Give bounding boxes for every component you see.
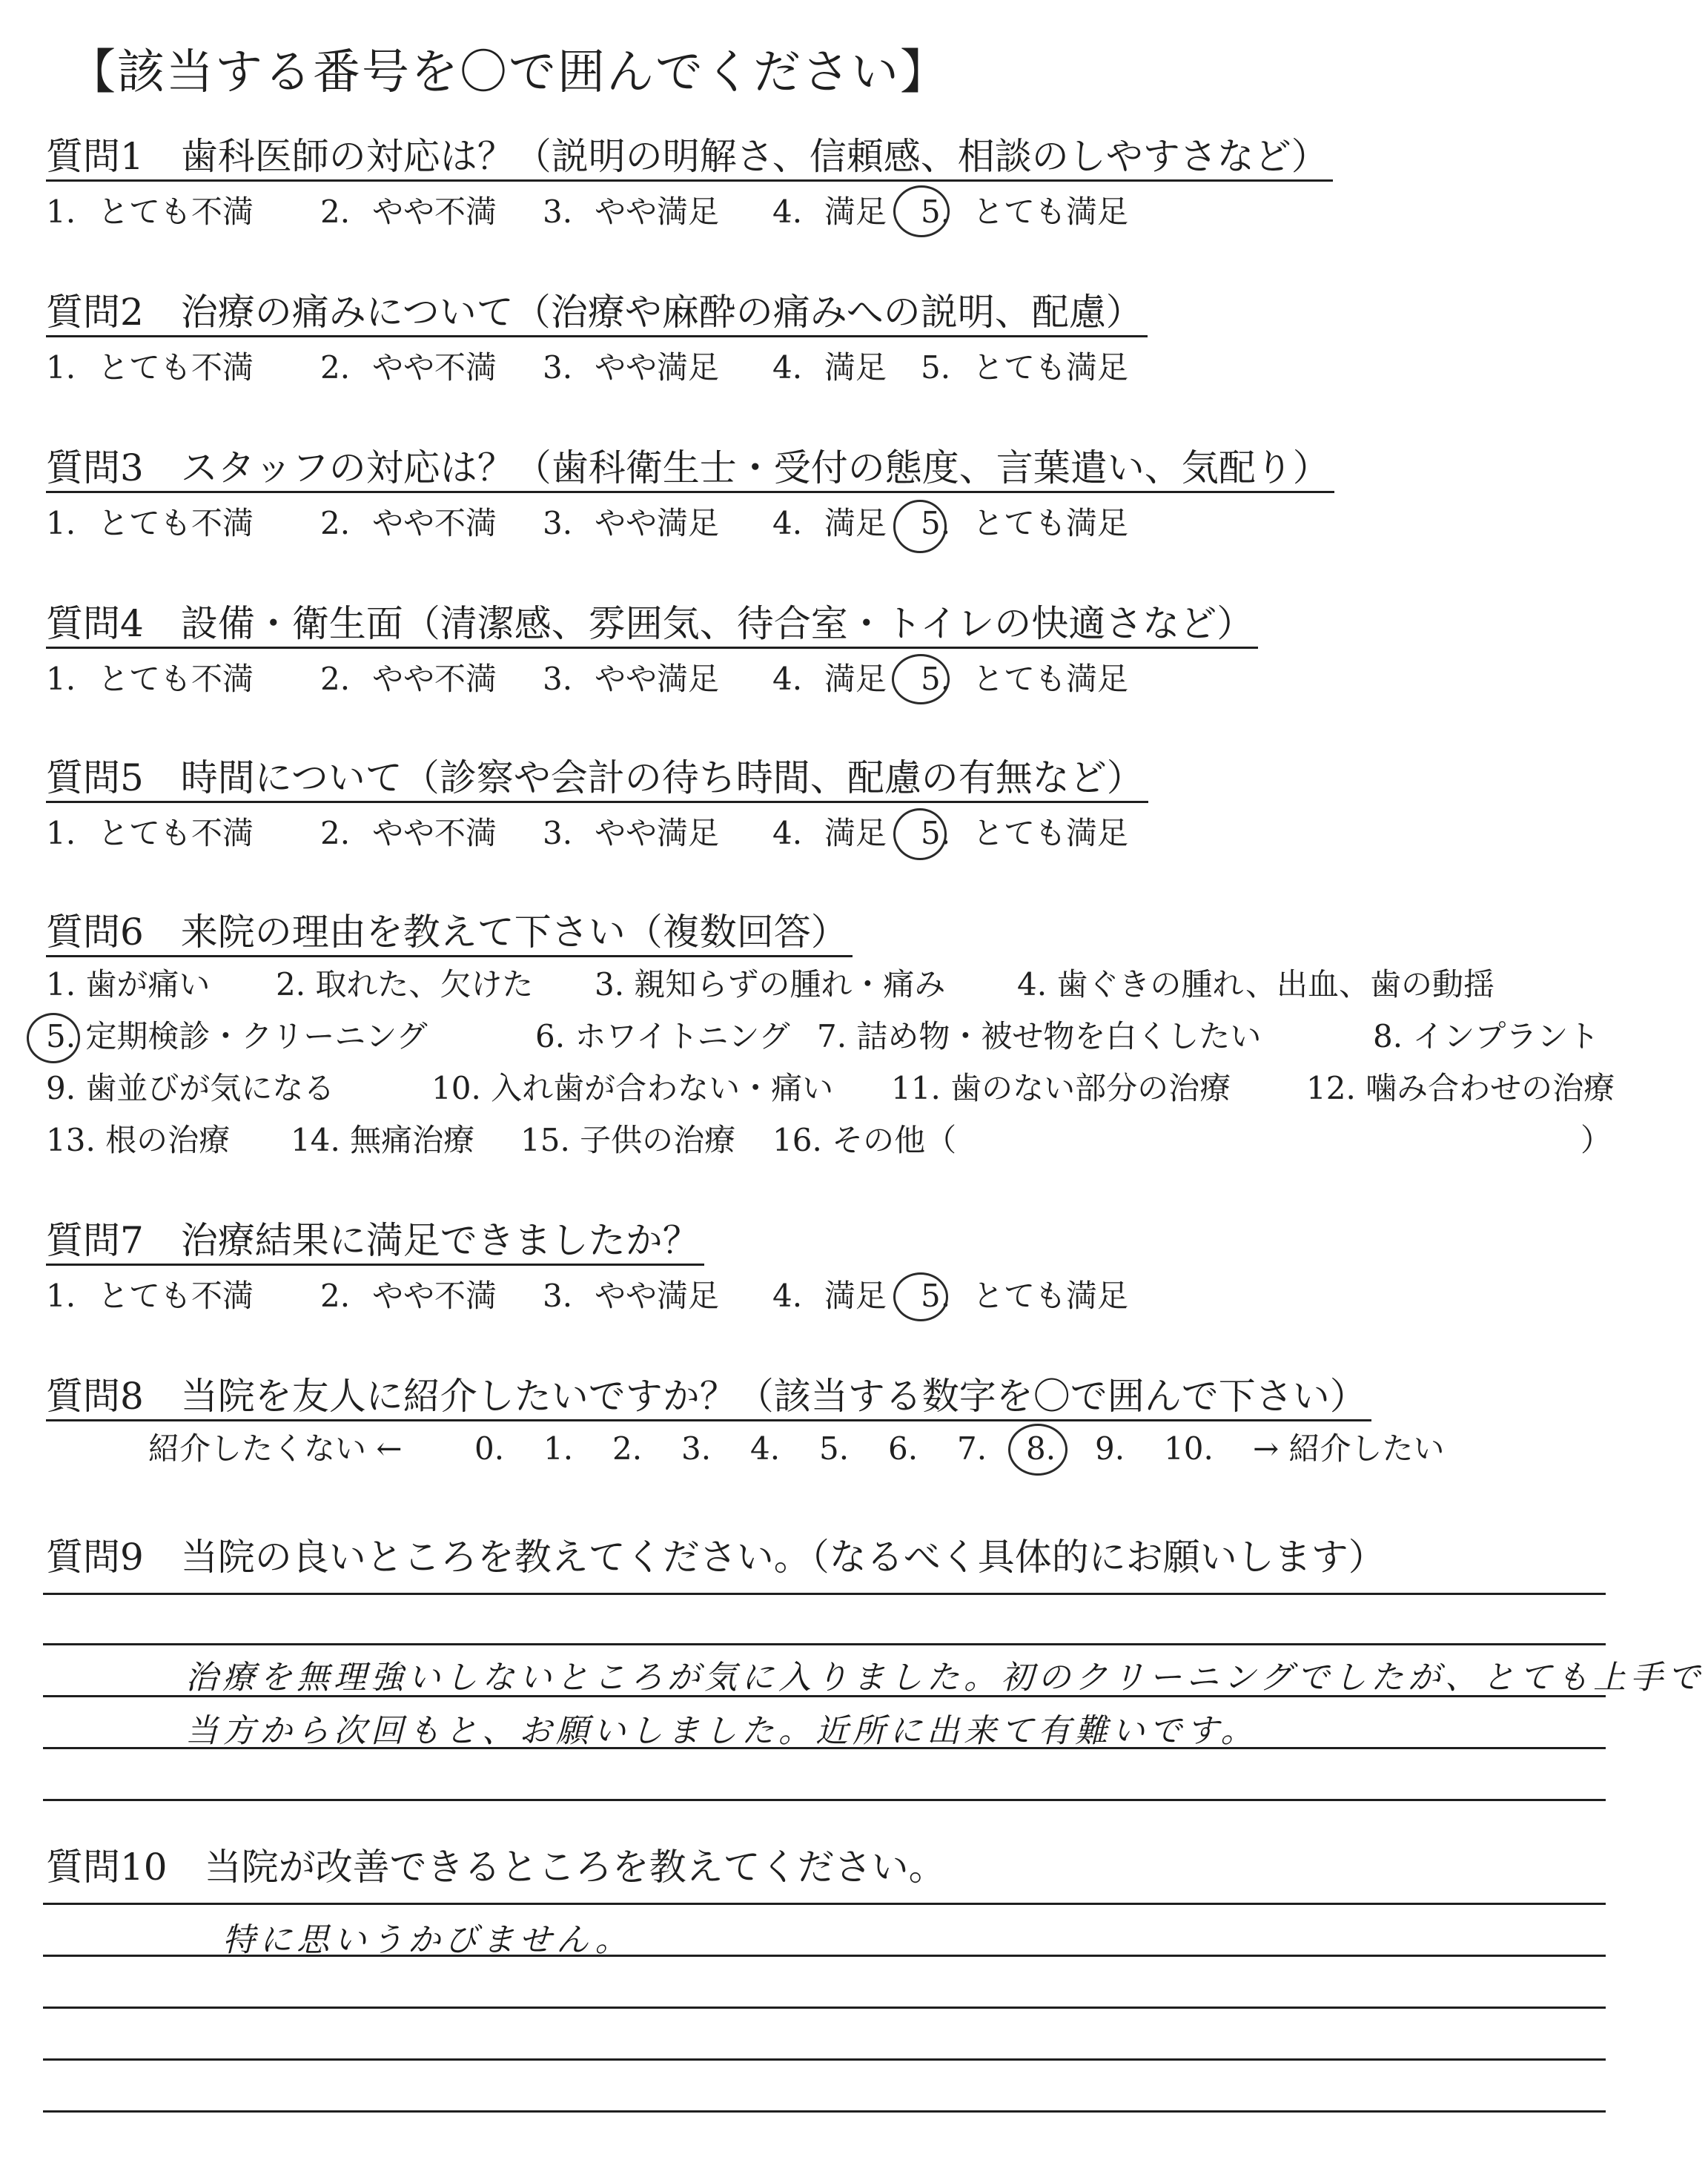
question-2-options bbox=[46, 347, 1128, 389]
option-1-number: 1. bbox=[46, 505, 76, 541]
option-3-number: 3. bbox=[543, 194, 573, 230]
answer-line bbox=[43, 2058, 1606, 2061]
answer-line bbox=[43, 1903, 1606, 1905]
reason-1: 1. 歯が痛い bbox=[46, 966, 211, 1003]
option-5-label: とても満足 bbox=[973, 349, 1129, 386]
option-3-number: 3. bbox=[543, 1278, 573, 1314]
option-5-number: 5. bbox=[921, 815, 951, 851]
option-3-label: やや満足 bbox=[595, 194, 720, 230]
reason-16-close: ） bbox=[1580, 1122, 1612, 1158]
scale-2: 2. bbox=[612, 1430, 643, 1467]
option-2-label: やや不満 bbox=[372, 1278, 497, 1314]
reason-7: 7. 詰め物・被せ物を白くしたい bbox=[817, 1018, 1262, 1054]
option-1-number: 1. bbox=[46, 349, 76, 386]
question-6-row-2 bbox=[46, 1016, 1599, 1057]
option-2-label: やや不満 bbox=[372, 349, 497, 386]
option-3-label: やや満足 bbox=[595, 661, 720, 697]
scale-6: 6. bbox=[888, 1430, 918, 1467]
option-3-number: 3. bbox=[543, 661, 573, 697]
reason-13: 13. 根の治療 bbox=[46, 1122, 231, 1158]
option-4-label: 満足 bbox=[824, 661, 887, 697]
reason-8: 8. インプラント bbox=[1373, 1018, 1600, 1054]
reason-4: 4. 歯ぐきの腫れ、出血、歯の動揺 bbox=[1017, 966, 1494, 1003]
answer-circle-q5 bbox=[893, 808, 947, 860]
option-5-number: 5. bbox=[921, 505, 951, 541]
option-1-label: とても不満 bbox=[98, 194, 254, 230]
question-3-options bbox=[46, 503, 1128, 544]
option-5-number: 5. bbox=[921, 194, 951, 230]
option-3-number: 3. bbox=[543, 349, 573, 386]
reason-11: 11. 歯のない部分の治療 bbox=[891, 1070, 1231, 1106]
question-5-title: 質問5 時間について（診察や会計の待ち時間、配慮の有無など） bbox=[46, 755, 1148, 803]
option-3-label: やや満足 bbox=[595, 349, 720, 386]
question-6-row-4 bbox=[46, 1120, 1612, 1161]
option-3-number: 3. bbox=[543, 815, 573, 851]
question-7-title: 質問7 治療結果に満足できましたか？ bbox=[46, 1218, 704, 1266]
option-2-number: 2. bbox=[320, 505, 351, 541]
instruction-heading: 【該当する番号を〇で囲んでください】 bbox=[68, 45, 949, 100]
answer-circle-q1 bbox=[893, 185, 950, 237]
option-4-number: 4. bbox=[772, 1278, 803, 1314]
question-2-title: 質問2 治療の痛みについて（治療や麻酔の痛みへの説明、配慮） bbox=[46, 289, 1148, 337]
question-10-title: 質問10 当院が改善できるところを教えてください。 bbox=[46, 1846, 946, 1889]
option-2-number: 2. bbox=[320, 194, 351, 230]
option-4-label: 満足 bbox=[824, 349, 887, 386]
scale-right-label: → 紹介したい bbox=[1253, 1430, 1445, 1467]
option-4-label: 満足 bbox=[824, 1278, 887, 1314]
reason-2: 2. 取れた、欠けた bbox=[276, 966, 534, 1003]
option-2-label: やや不満 bbox=[372, 661, 497, 697]
question-4-title: 質問4 設備・衛生面（清潔感、雰囲気、待合室・トイレの快適さなど） bbox=[46, 601, 1258, 649]
question-1-title: 質問1 歯科医師の対応は？（説明の明解さ、信頼感、相談のしやすさなど） bbox=[46, 133, 1333, 182]
option-1-label: とても不満 bbox=[98, 1278, 254, 1314]
option-4-label: 満足 bbox=[824, 194, 887, 230]
question-9-title: 質問9 当院の良いところを教えてください。（なるべく具体的にお願いします） bbox=[46, 1536, 1386, 1579]
option-5-number: 5. bbox=[921, 661, 951, 697]
answer-circle-q8 bbox=[1008, 1424, 1068, 1476]
reason-5: 5. 定期検診・クリーニング bbox=[46, 1018, 428, 1054]
question-1-options bbox=[46, 191, 1128, 233]
option-2-number: 2. bbox=[320, 815, 351, 851]
option-2-label: やや不満 bbox=[372, 194, 497, 230]
option-2-number: 2. bbox=[320, 1278, 351, 1314]
option-2-number: 2. bbox=[320, 349, 351, 386]
reason-3: 3. 親知らずの腫れ・痛み bbox=[595, 966, 946, 1003]
option-4-label: 満足 bbox=[824, 815, 887, 851]
scale-8: 8. bbox=[1026, 1430, 1056, 1467]
option-3-label: やや満足 bbox=[595, 1278, 720, 1314]
reason-15: 15. 子供の治療 bbox=[520, 1122, 736, 1158]
option-5-label: とても満足 bbox=[973, 505, 1129, 541]
question-4-options bbox=[46, 658, 1128, 700]
answer-circle-q7 bbox=[893, 1272, 948, 1321]
reason-12: 12. 噛み合わせの治療 bbox=[1306, 1070, 1615, 1106]
reason-14: 14. 無痛治療 bbox=[291, 1122, 475, 1158]
answer-line bbox=[43, 1643, 1606, 1645]
option-3-label: やや満足 bbox=[595, 815, 720, 851]
question-8-title: 質問8 当院を友人に紹介したいですか？（該当する数字を〇で囲んで下さい） bbox=[46, 1373, 1371, 1421]
option-3-number: 3. bbox=[543, 505, 573, 541]
answer-circle-q3 bbox=[893, 500, 947, 553]
reason-9: 9. 歯並びが気になる bbox=[46, 1070, 335, 1106]
scale-9: 9. bbox=[1095, 1430, 1125, 1467]
q9-handwritten-line-2: 当方から次回もと、お願いしました。近所に出来て有難いです。 bbox=[185, 1712, 1258, 1750]
scale-left-label: 紹介したくない ← bbox=[148, 1430, 403, 1467]
question-3-title: 質問3 スタッフの対応は？（歯科衛生士・受付の態度、言葉遣い、気配り） bbox=[46, 445, 1334, 493]
option-4-number: 4. bbox=[772, 349, 803, 386]
option-5-label: とても満足 bbox=[973, 1278, 1129, 1314]
q9-handwritten-line-1: 治療を無理強いしないところが気に入りました。初のクリーニングでしたが、とても上手で bbox=[185, 1659, 1705, 1697]
option-3-label: やや満足 bbox=[595, 505, 720, 541]
question-6-row-3 bbox=[46, 1068, 1615, 1109]
scale-1: 1. bbox=[543, 1430, 574, 1467]
reason-10: 10. 入れ歯が合わない・痛い bbox=[431, 1070, 834, 1106]
question-5-options bbox=[46, 813, 1128, 854]
answer-line bbox=[43, 2110, 1606, 2113]
option-4-number: 4. bbox=[772, 194, 803, 230]
option-4-number: 4. bbox=[772, 661, 803, 697]
question-8-scale bbox=[148, 1428, 1445, 1470]
reason-6: 6. ホワイトニング bbox=[535, 1018, 790, 1054]
question-7-options bbox=[46, 1275, 1128, 1317]
option-1-label: とても不満 bbox=[98, 661, 254, 697]
option-1-number: 1. bbox=[46, 815, 76, 851]
option-2-label: やや不満 bbox=[372, 505, 497, 541]
option-1-label: とても不満 bbox=[98, 349, 254, 386]
q10-handwritten-line-1: 特に思いうかびません。 bbox=[222, 1921, 632, 1959]
scale-4: 4. bbox=[750, 1430, 781, 1467]
option-4-number: 4. bbox=[772, 505, 803, 541]
scale-5: 5. bbox=[819, 1430, 850, 1467]
option-1-number: 1. bbox=[46, 661, 76, 697]
option-4-number: 4. bbox=[772, 815, 803, 851]
scale-10: 10. bbox=[1164, 1430, 1214, 1467]
option-2-label: やや不満 bbox=[372, 815, 497, 851]
reason-16: 16. その他（ bbox=[772, 1122, 957, 1158]
answer-line bbox=[43, 2007, 1606, 2009]
option-5-number: 5. bbox=[921, 349, 951, 386]
answer-circle-q6 bbox=[27, 1013, 80, 1063]
answer-line bbox=[43, 1799, 1606, 1801]
option-5-label: とても満足 bbox=[973, 194, 1129, 230]
option-1-label: とても不満 bbox=[98, 505, 254, 541]
option-5-label: とても満足 bbox=[973, 661, 1129, 697]
question-6-row-1 bbox=[46, 964, 1494, 1005]
scale-0: 0. bbox=[474, 1430, 505, 1467]
option-1-label: とても不満 bbox=[98, 815, 254, 851]
option-1-number: 1. bbox=[46, 1278, 76, 1314]
option-2-number: 2. bbox=[320, 661, 351, 697]
question-6-title: 質問6 来院の理由を教えて下さい（複数回答） bbox=[46, 909, 853, 957]
option-1-number: 1. bbox=[46, 194, 76, 230]
scale-7: 7. bbox=[957, 1430, 987, 1467]
option-5-label: とても満足 bbox=[973, 815, 1129, 851]
scale-3: 3. bbox=[681, 1430, 712, 1467]
answer-line bbox=[43, 1593, 1606, 1595]
option-4-label: 満足 bbox=[824, 505, 887, 541]
answer-circle-q4 bbox=[892, 654, 950, 704]
option-5-number: 5. bbox=[921, 1278, 951, 1314]
